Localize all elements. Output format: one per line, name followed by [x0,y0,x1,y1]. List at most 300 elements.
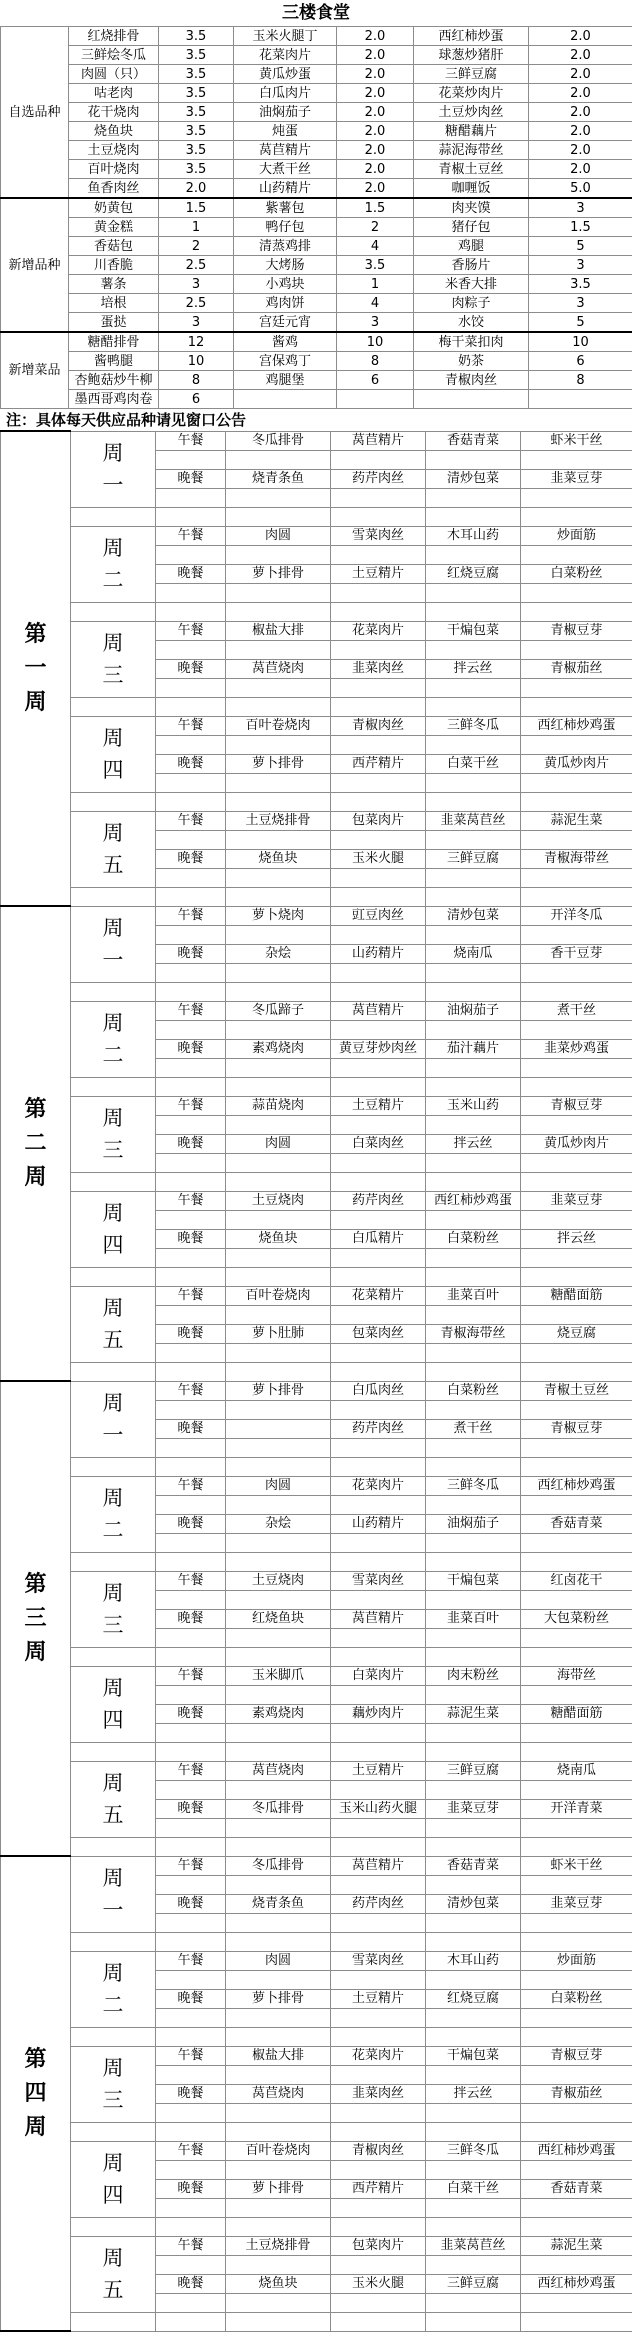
menu-row [1,160,632,179]
dish-cell: 花菜精片 [331,1286,426,1305]
dish-price: 2.0 [529,27,632,46]
dish-cell: 肉圆 [226,526,331,545]
dish-name: 百叶烧肉 [69,160,159,179]
spacer-cell [71,792,156,811]
blank-cell [521,450,632,469]
dish-cell: 玉米山药 [426,1096,521,1115]
dinner-label: 晚餐 [156,1609,226,1628]
blank-cell [331,2198,426,2217]
lunch-label: 午餐 [156,1001,226,1020]
blank-cell [156,640,226,659]
blank-cell [156,2293,226,2312]
dish-price: 6 [159,390,234,409]
dish-cell: 烧鱼块 [226,2274,331,2293]
dish-cell: 烧南瓜 [426,944,521,963]
menu-row [1,371,632,390]
dish-cell: 清炒包菜 [426,906,521,925]
schedule-row [1,1191,632,1210]
dish-price: 2.0 [529,65,632,84]
dish-cell: 三鲜冬瓜 [426,1476,521,1495]
blank-cell [521,2065,632,2084]
dish-price: 2.0 [529,160,632,179]
menu-row [1,179,632,199]
blank-cell [331,1495,426,1514]
dish-cell: 烧鱼块 [226,849,331,868]
dish-cell: 素鸡烧肉 [226,1039,331,1058]
dish-cell: 青椒土豆丝 [521,1381,632,1400]
spacer-cell [426,1362,521,1381]
blank-cell [331,1248,426,1267]
blank-cell [226,2198,331,2217]
dish-name: 肉夹馍 [414,198,529,218]
blank-cell [521,2198,632,2217]
blank-cell [426,1400,521,1419]
dish-cell: 蒜泥生菜 [521,811,632,830]
schedule-row [1,1362,632,1381]
blank-cell [226,1305,331,1324]
dish-cell: 拌云丝 [426,1134,521,1153]
dish-cell: 黄瓜炒肉片 [521,1134,632,1153]
dish-price: 5.0 [529,179,632,199]
schedule-row [1,431,632,450]
dish-cell: 红烧豆腐 [426,1989,521,2008]
dish-name: 土豆烧肉 [69,141,159,160]
spacer-cell [156,1837,226,1856]
blank-cell [521,1913,632,1932]
dish-cell: 椒盐大排 [226,2046,331,2065]
dish-cell: 素鸡烧肉 [226,1704,331,1723]
dish-cell: 三鲜冬瓜 [426,716,521,735]
blank-cell [426,1818,521,1837]
blank-cell [226,1210,331,1229]
blank-cell [426,1438,521,1457]
blank-cell [156,1248,226,1267]
menu-row [1,313,632,333]
dish-cell: 椒盐大排 [226,621,331,640]
dish-cell: 豇豆肉丝 [331,906,426,925]
dish-price: 4 [337,237,414,256]
blank-cell [521,678,632,697]
spacer-cell [226,1457,331,1476]
blank-cell [426,1058,521,1077]
dish-cell: 西芹精片 [331,754,426,773]
dish-cell: 韭菜炒鸡蛋 [521,1039,632,1058]
spacer-cell [156,2312,226,2331]
dish-price: 2.0 [529,84,632,103]
blank-cell [226,1248,331,1267]
schedule-row [1,1457,632,1476]
dish-name: 糖醋排骨 [69,332,159,352]
dish-name: 清蒸鸡排 [234,237,337,256]
dish-cell: 青椒肉丝 [331,2141,426,2160]
spacer-cell [521,2312,632,2331]
blank-cell [331,868,426,887]
dish-cell: 蒜泥生菜 [426,1704,521,1723]
day-label: 周三 [71,1571,156,1647]
dish-price: 3.5 [159,160,234,179]
dinner-label: 晚餐 [156,1229,226,1248]
blank-cell [521,488,632,507]
blank-cell [156,2160,226,2179]
blank-cell [521,1400,632,1419]
blank-cell [226,963,331,982]
schedule-row [1,2122,632,2141]
spacer-cell [521,1457,632,1476]
spacer-cell [71,1742,156,1761]
dish-name: 西红柿炒蛋 [414,27,529,46]
dish-cell: 青椒豆芽 [521,1096,632,1115]
dinner-label: 晚餐 [156,659,226,678]
dinner-label: 晚餐 [156,2084,226,2103]
spacer-cell [156,1552,226,1571]
spacer-cell [156,1267,226,1286]
day-label: 周三 [71,1096,156,1172]
blank-cell [226,2065,331,2084]
schedule-row [1,811,632,830]
dish-cell: 杂烩 [226,1514,331,1533]
schedule-row [1,2217,632,2236]
lunch-label: 午餐 [156,1476,226,1495]
dinner-label: 晚餐 [156,754,226,773]
day-label: 周五 [71,1286,156,1362]
page-title: 三楼食堂 [0,0,632,26]
dish-price [529,390,632,409]
dish-cell: 萝卜肚肺 [226,1324,331,1343]
dish-name: 肉圆（只） [69,65,159,84]
blank-cell [226,1818,331,1837]
dish-cell: 肉圆 [226,1951,331,1970]
supply-note: 注：具体每天供应品种请见窗口公告 [6,410,246,430]
spacer-cell [156,1362,226,1381]
schedule-row [1,2027,632,2046]
blank-cell [521,1780,632,1799]
dish-name: 水饺 [414,313,529,333]
weekly-schedule-table [0,430,632,2332]
blank-cell [156,2008,226,2027]
spacer-cell [521,1267,632,1286]
dish-name: 红烧排骨 [69,27,159,46]
blank-cell [156,1400,226,1419]
dish-cell: 莴苣精片 [331,1609,426,1628]
dish-cell: 干煸包菜 [426,2046,521,2065]
blank-cell [426,1495,521,1514]
blank-cell [331,1058,426,1077]
dinner-label: 晚餐 [156,2179,226,2198]
dish-price: 2.0 [159,179,234,199]
blank-cell [521,1305,632,1324]
dish-cell: 萝卜排骨 [226,564,331,583]
week-label: 第二周 [1,906,71,1381]
dish-price: 2.0 [337,179,414,199]
blank-cell [156,1058,226,1077]
blank-cell [331,1875,426,1894]
spacer-cell [226,1647,331,1666]
dish-name: 三鲜烩冬瓜 [69,46,159,65]
dish-cell: 青椒茄丝 [521,659,632,678]
blank-cell [331,1685,426,1704]
dish-cell: 韭菜百叶 [426,1609,521,1628]
dish-cell: 肉圆 [226,1134,331,1153]
menu-row [1,103,632,122]
spacer-cell [521,1647,632,1666]
spacer-cell [521,887,632,906]
spacer-cell [331,2217,426,2236]
blank-cell [331,1970,426,1989]
spacer-cell [226,697,331,716]
spacer-cell [226,1077,331,1096]
dish-cell: 烧南瓜 [521,1761,632,1780]
dish-cell: 煮干丝 [521,1001,632,1020]
dish-price: 3 [159,313,234,333]
dish-price: 2.0 [337,46,414,65]
blank-cell [521,830,632,849]
dish-price: 2.0 [337,103,414,122]
schedule-row [1,1951,632,1970]
spacer-cell [331,2027,426,2046]
menu-row [1,256,632,275]
dish-cell: 烧鱼块 [226,1229,331,1248]
menu-row [1,218,632,237]
dish-cell: 白菜粉丝 [521,1989,632,2008]
dish-name: 小鸡块 [234,275,337,294]
dish-cell: 冬瓜排骨 [226,431,331,450]
blank-cell [156,678,226,697]
schedule-row [1,982,632,1001]
dish-name: 奶黄包 [69,198,159,218]
spacer-cell [156,2122,226,2141]
dish-price: 3.5 [529,275,632,294]
dish-price: 1 [337,275,414,294]
blank-cell [331,2160,426,2179]
dish-name [414,390,529,409]
blank-cell [426,830,521,849]
spacer-cell [426,1552,521,1571]
dish-cell: 百叶卷烧肉 [226,2141,331,2160]
dish-name: 肉粽子 [414,294,529,313]
dish-price: 6 [337,371,414,390]
dish-cell: 蒜泥生菜 [521,2236,632,2255]
dish-price: 10 [337,332,414,352]
blank-cell [521,1210,632,1229]
lunch-label: 午餐 [156,2141,226,2160]
dish-cell: 土豆精片 [331,1989,426,2008]
menu-category: 新增菜品 [1,332,69,409]
menu-row [1,294,632,313]
dish-cell: 红烧豆腐 [426,564,521,583]
blank-cell [521,925,632,944]
menu-row [1,352,632,371]
dish-price: 2.0 [337,84,414,103]
blank-cell [331,2255,426,2274]
dish-cell: 韭菜莴苣丝 [426,811,521,830]
blank-cell [521,1685,632,1704]
spacer-cell [71,1837,156,1856]
schedule-row [1,1077,632,1096]
dish-cell: 包菜肉丝 [331,1324,426,1343]
blank-cell [156,1685,226,1704]
blank-cell [426,1590,521,1609]
schedule-row [1,1286,632,1305]
dish-cell: 莴苣烧肉 [226,659,331,678]
dish-cell: 炒面筋 [521,1951,632,1970]
schedule-row [1,716,632,735]
dish-cell: 三鲜冬瓜 [426,2141,521,2160]
lunch-label: 午餐 [156,621,226,640]
schedule-row [1,887,632,906]
dish-cell: 烧青条鱼 [226,1894,331,1913]
blank-cell [226,1970,331,1989]
blank-cell [226,773,331,792]
dish-name [234,390,337,409]
dish-cell: 青椒海带丝 [426,1324,521,1343]
lunch-label: 午餐 [156,1096,226,1115]
spacer-cell [71,1647,156,1666]
dish-cell: 海带丝 [521,1666,632,1685]
day-label: 周二 [71,1951,156,2027]
dish-name: 黄瓜炒蛋 [234,65,337,84]
menu-row [1,332,632,352]
blank-cell [331,488,426,507]
blank-cell [156,545,226,564]
dish-name: 宫保鸡丁 [234,352,337,371]
spacer-cell [71,887,156,906]
dish-price: 2 [337,218,414,237]
dish-cell: 包菜肉片 [331,2236,426,2255]
blank-cell [426,2160,521,2179]
dish-cell: 白菜粉丝 [426,1381,521,1400]
blank-cell [226,678,331,697]
dinner-label: 晚餐 [156,1514,226,1533]
blank-cell [331,1438,426,1457]
dish-cell: 香菇青菜 [521,2179,632,2198]
blank-cell [521,1628,632,1647]
spacer-cell [156,507,226,526]
blank-cell [226,1723,331,1742]
dish-name: 玉米火腿丁 [234,27,337,46]
dish-name: 鸡腿堡 [234,371,337,390]
dish-cell: 糖醋面筋 [521,1286,632,1305]
dish-cell: 药芹肉丝 [331,1894,426,1913]
spacer-cell [521,2217,632,2236]
dish-name: 酱鸭腿 [69,352,159,371]
blank-cell [521,2103,632,2122]
dish-price: 1 [159,218,234,237]
blank-cell [426,1723,521,1742]
dish-name: 咖喱饭 [414,179,529,199]
blank-cell [521,1495,632,1514]
dish-cell: 莴苣烧肉 [226,2084,331,2103]
schedule-row [1,602,632,621]
blank-cell [426,678,521,697]
spacer-cell [426,2312,521,2331]
dish-cell: 土豆烧排骨 [226,811,331,830]
blank-cell [156,1875,226,1894]
schedule-row [1,697,632,716]
blank-cell [521,1875,632,1894]
dish-name: 山药精片 [234,179,337,199]
lunch-label: 午餐 [156,1951,226,1970]
blank-cell [331,678,426,697]
dish-price: 2.0 [337,122,414,141]
blank-cell [331,1210,426,1229]
blank-cell [226,1400,331,1419]
dish-price: 2.0 [337,141,414,160]
spacer-cell [71,2027,156,2046]
dinner-label: 晚餐 [156,1039,226,1058]
lunch-label: 午餐 [156,1571,226,1590]
dish-name: 烧鱼块 [69,122,159,141]
dinner-label: 晚餐 [156,1704,226,1723]
dish-cell: 韭菜肉丝 [331,2084,426,2103]
dish-cell: 西红柿炒鸡蛋 [521,2141,632,2160]
schedule-row [1,1267,632,1286]
spacer-cell [71,1267,156,1286]
schedule-row [1,2312,632,2331]
dish-price: 3.5 [337,256,414,275]
blank-cell [156,1533,226,1552]
spacer-cell [156,982,226,1001]
spacer-cell [226,2122,331,2141]
dish-name: 咕老肉 [69,84,159,103]
spacer-cell [71,1457,156,1476]
menu-row [1,141,632,160]
dish-name: 培根 [69,294,159,313]
blank-cell [156,2065,226,2084]
dish-cell: 萝卜排骨 [226,1989,331,2008]
blank-cell [226,1875,331,1894]
blank-cell [156,1970,226,1989]
spacer-cell [331,1742,426,1761]
dish-cell: 蒜苗烧肉 [226,1096,331,1115]
lunch-label: 午餐 [156,431,226,450]
day-label: 周二 [71,1476,156,1552]
spacer-cell [521,2122,632,2141]
week-label: 第三周 [1,1381,71,1856]
dinner-label: 晚餐 [156,2274,226,2293]
blank-cell [521,2293,632,2312]
lunch-label: 午餐 [156,2236,226,2255]
dish-cell: 青椒海带丝 [521,849,632,868]
dish-cell: 青椒茄丝 [521,2084,632,2103]
spacer-cell [331,602,426,621]
dish-cell: 莴苣精片 [331,1001,426,1020]
blank-cell [156,1723,226,1742]
blank-cell [226,2160,331,2179]
blank-cell [521,2160,632,2179]
spacer-cell [521,1077,632,1096]
spacer-cell [71,1362,156,1381]
blank-cell [156,1780,226,1799]
dish-name: 三鲜豆腐 [414,65,529,84]
spacer-cell [156,1742,226,1761]
dish-price: 2.0 [529,141,632,160]
spacer-cell [426,507,521,526]
dish-cell: 白菜干丝 [426,2179,521,2198]
dish-name: 大煮干丝 [234,160,337,179]
schedule-row [1,2141,632,2160]
dish-price: 3.5 [159,46,234,65]
dish-cell: 土豆烧肉 [226,1571,331,1590]
dish-cell: 拌云丝 [426,659,521,678]
blank-cell [226,1590,331,1609]
blank-cell [156,1495,226,1514]
spacer-cell [71,602,156,621]
blank-cell [226,1685,331,1704]
dish-cell: 木耳山药 [426,526,521,545]
dish-price: 2.0 [337,27,414,46]
dinner-label: 晚餐 [156,1894,226,1913]
blank-cell [521,1115,632,1134]
